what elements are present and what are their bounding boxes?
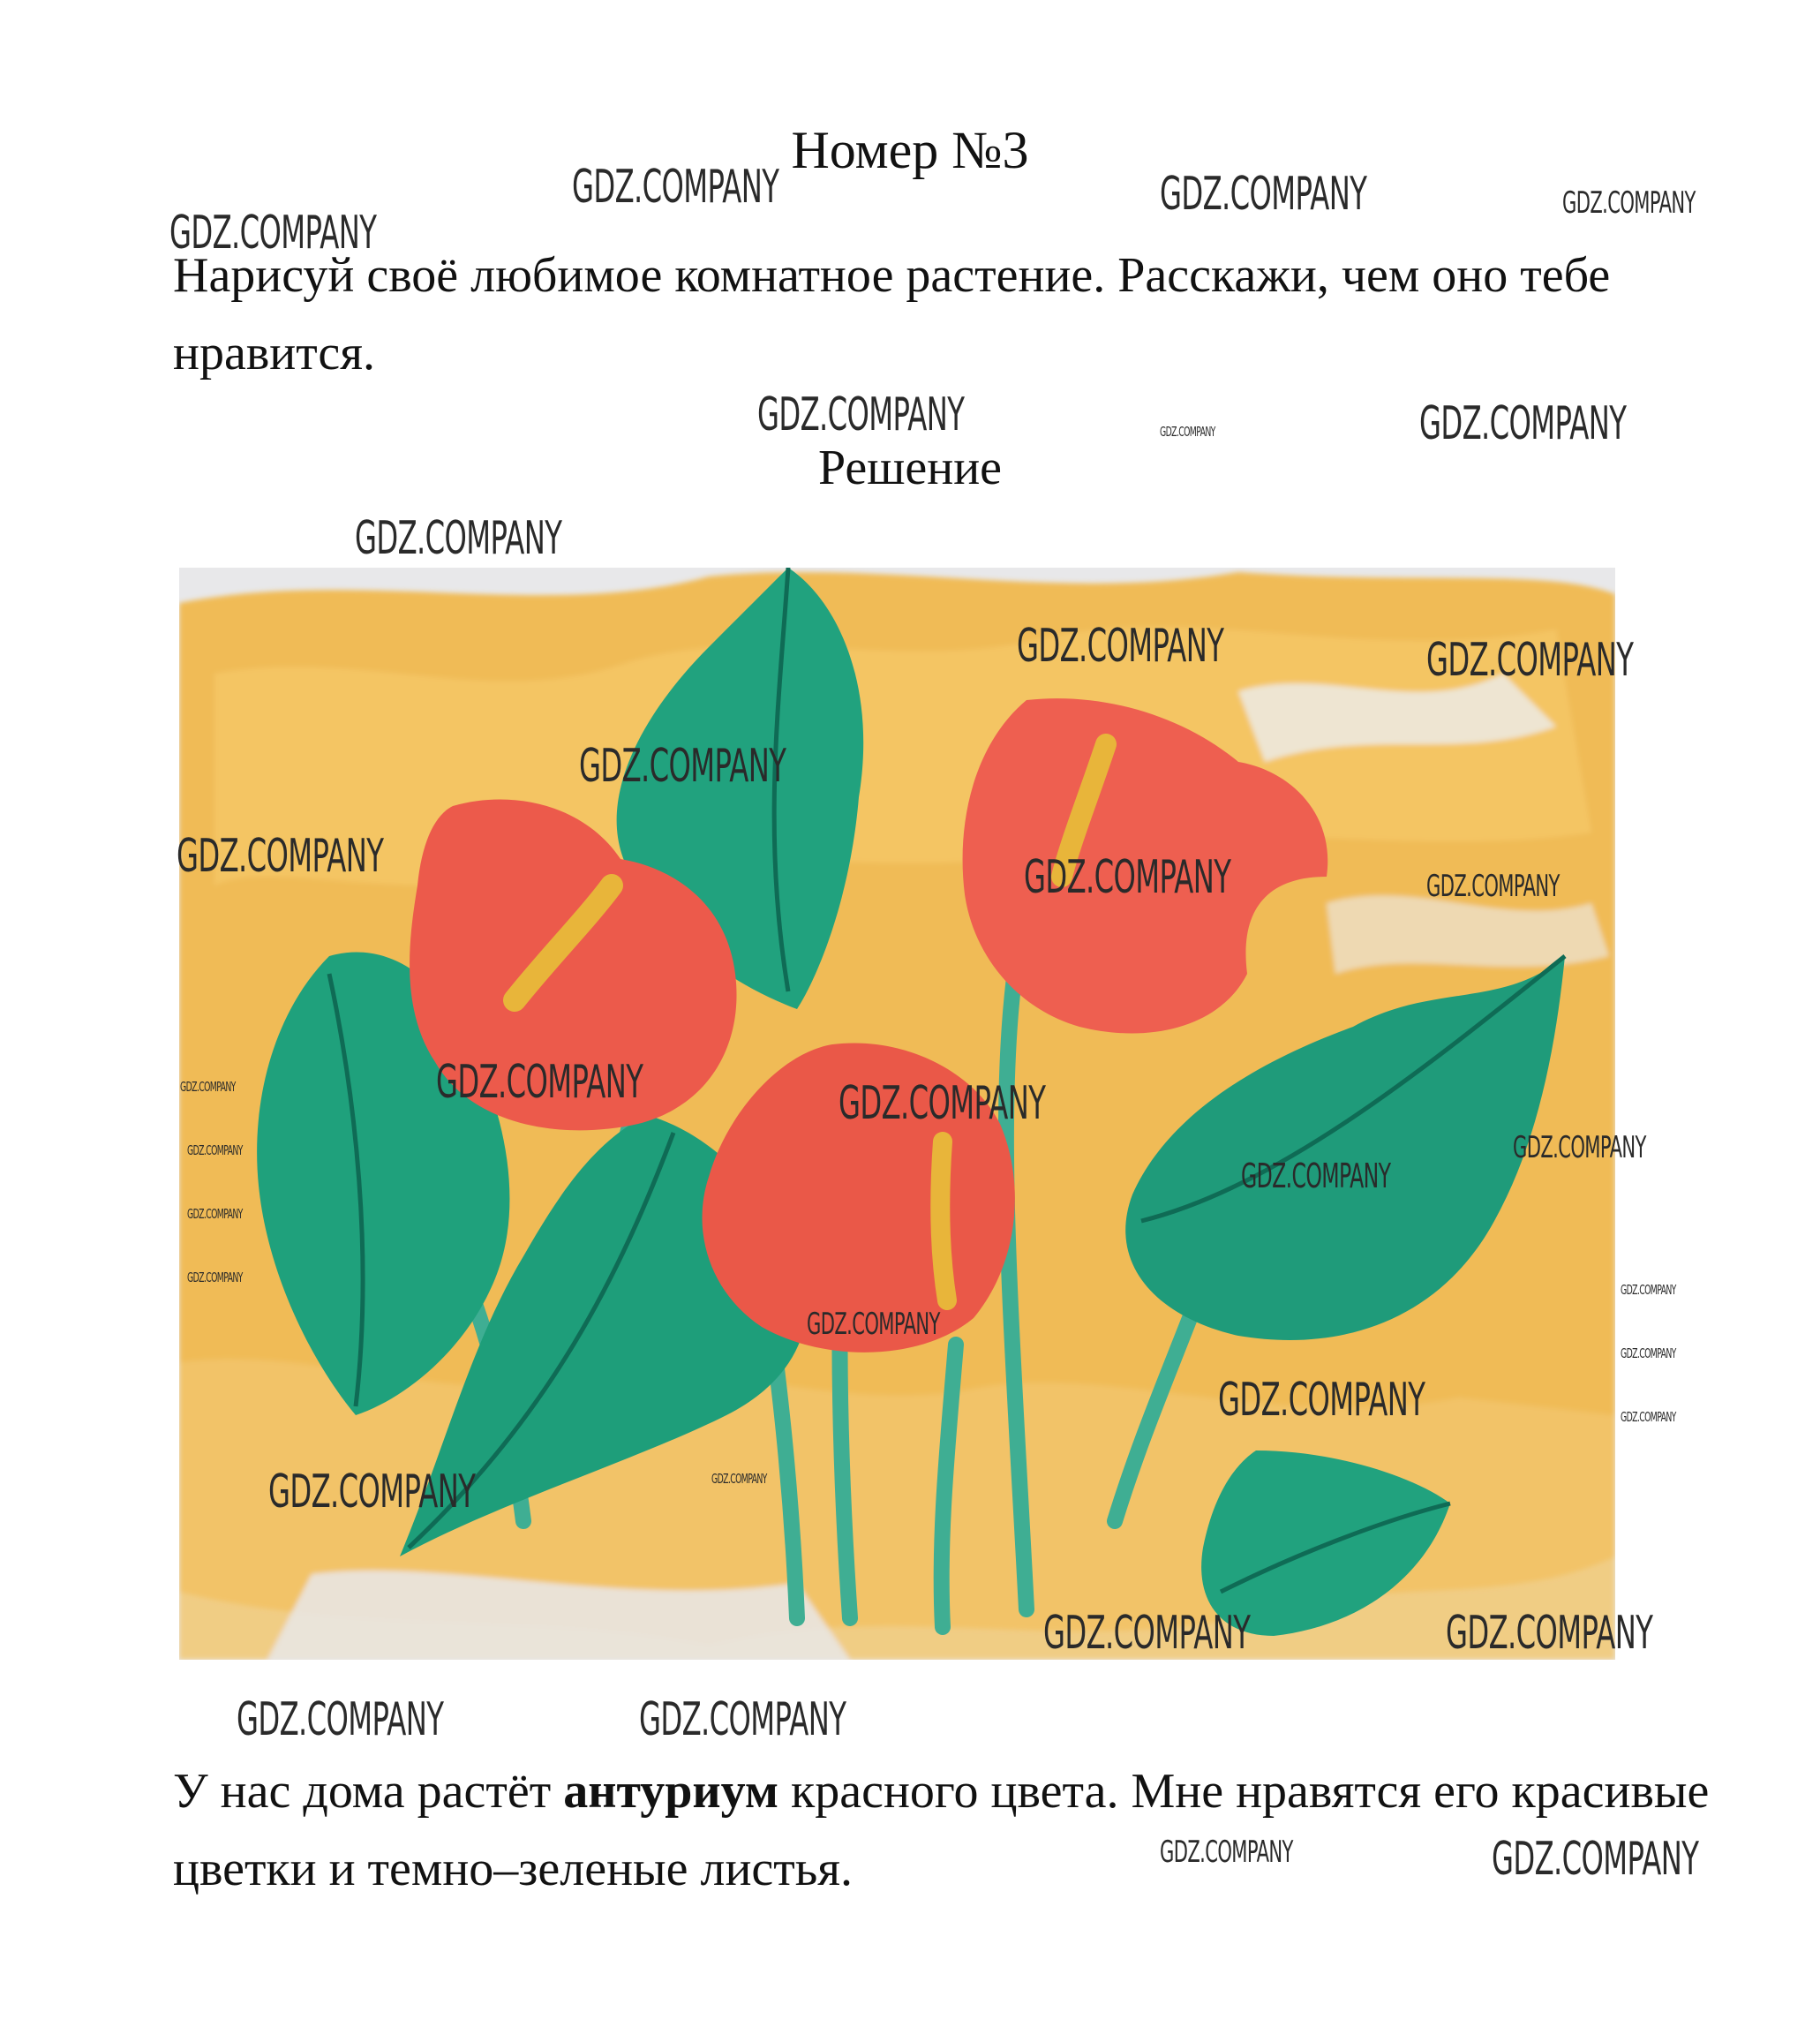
spadix-center [940, 1142, 947, 1300]
watermark: GDZ.COMPANY [187, 1206, 243, 1222]
watermark: GDZ.COMPANY [1160, 168, 1367, 221]
watermark: GDZ.COMPANY [177, 830, 384, 883]
watermark: GDZ.COMPANY [1446, 1607, 1653, 1660]
watermark: GDZ.COMPANY [1426, 869, 1560, 904]
watermark: GDZ.COMPANY [1160, 424, 1215, 440]
watermark: GDZ.COMPANY [187, 1142, 243, 1158]
watermark: GDZ.COMPANY [1426, 634, 1634, 687]
task-text: Нарисуй своё любимое комнатное растение. Расскажи, чем оно тебе нравится. [173, 248, 1611, 381]
watermark: GDZ.COMPANY [1024, 851, 1231, 904]
solution-heading: Решение [817, 441, 1003, 495]
watermark: GDZ.COMPANY [711, 1471, 767, 1487]
watermark: GDZ.COMPANY [1621, 1282, 1676, 1298]
watermark: GDZ.COMPANY [1419, 397, 1627, 450]
watermark: GDZ.COMPANY [1621, 1409, 1676, 1425]
answer-part-1: У нас дома растёт [173, 1764, 564, 1819]
watermark: GDZ.COMPANY [187, 1270, 243, 1285]
watermark: GDZ.COMPANY [1492, 1833, 1699, 1886]
watermark: GDZ.COMPANY [1621, 1345, 1676, 1361]
watermark: GDZ.COMPANY [1513, 1130, 1646, 1165]
watermark: GDZ.COMPANY [355, 512, 562, 565]
watermark: GDZ.COMPANY [169, 207, 377, 260]
watermark: GDZ.COMPANY [1160, 1835, 1293, 1870]
watermark: GDZ.COMPANY [1241, 1157, 1391, 1195]
watermark: GDZ.COMPANY [1562, 185, 1696, 221]
watermark: GDZ.COMPANY [237, 1693, 444, 1746]
watermark: GDZ.COMPANY [757, 388, 965, 441]
watermark: GDZ.COMPANY [268, 1466, 476, 1518]
answer-part-2: красного цвета. Мне нравятся его красивые цветки и темно–зеленые листья. [173, 1764, 1710, 1896]
watermark: GDZ.COMPANY [839, 1077, 1046, 1130]
watermark: GDZ.COMPANY [436, 1056, 643, 1109]
page-title: Номер №3 [791, 121, 1029, 179]
watermark: GDZ.COMPANY [1043, 1607, 1251, 1660]
watermark: GDZ.COMPANY [1218, 1374, 1425, 1427]
watermark: GDZ.COMPANY [807, 1307, 940, 1342]
watermark: GDZ.COMPANY [639, 1693, 846, 1746]
watermark: GDZ.COMPANY [180, 1079, 236, 1095]
watermark: GDZ.COMPANY [572, 161, 779, 214]
watermark: GDZ.COMPANY [579, 740, 786, 793]
plant-name: антуриум [563, 1764, 779, 1819]
watermark: GDZ.COMPANY [1017, 620, 1224, 673]
